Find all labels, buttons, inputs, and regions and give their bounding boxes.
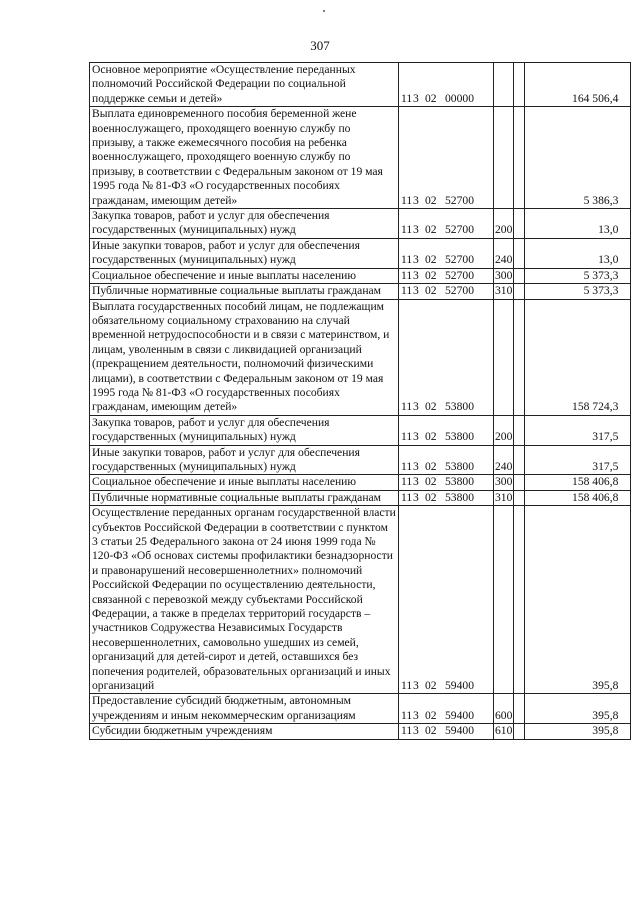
code-3: 02 (425, 223, 437, 237)
row-expense-type: 240 (494, 445, 514, 475)
code-1: 11 (401, 223, 413, 237)
row-codes (399, 299, 494, 415)
row-spacer (514, 490, 525, 505)
code-3: 02 (425, 91, 437, 105)
code-2: 3 (413, 430, 419, 444)
table-row (90, 490, 631, 505)
code-1: 11 (401, 91, 413, 105)
row-name: Иные закупки товаров, работ и услуг для обеспечения государственных (муниципальных) нужд (90, 238, 399, 268)
row-expense-type: 240 (494, 238, 514, 268)
row-codes (399, 445, 494, 475)
code-3: 02 (425, 268, 437, 282)
row-spacer (514, 63, 525, 107)
code-3: 02 (425, 400, 437, 414)
row-name: Предоставление субсидий бюджетным, автономным учреждениям и иным некоммерческим организациям (90, 694, 399, 724)
code-2: 3 (413, 91, 419, 105)
row-sum: 317,5 (525, 445, 631, 475)
page-number: 307 (310, 38, 330, 53)
code-2: 3 (413, 400, 419, 414)
code-4: 59400 (445, 708, 474, 722)
code-1: 11 (401, 490, 413, 504)
code-3: 02 (425, 193, 437, 207)
row-name: Основное мероприятие «Осуществление переданных полномочий Российской Федерации по социальной поддержке семьи и детей» (90, 63, 399, 107)
code-3: 02 (425, 459, 437, 473)
row-name: Выплата единовременного пособия беременной жене военнослужащего, проходящего военную службу по призыву, а также ежемесячного пособия на ребенка военнослужащего, проходящего военную службу по призыву, в соответствии с Федеральным законом от 19 мая 1995 года № 81-ФЗ «О государственных пособиях гражданам, имеющим детей» (90, 107, 399, 209)
row-codes (399, 63, 494, 107)
code-2: 3 (413, 459, 419, 473)
row-expense-type: 610 (495, 724, 513, 738)
row-name: Субсидии бюджетным учреждениям (90, 724, 399, 739)
row-codes (399, 415, 494, 445)
budget-table (89, 62, 631, 740)
table-row (90, 724, 631, 739)
code-3: 02 (425, 475, 437, 489)
row-spacer (514, 475, 525, 490)
row-spacer (514, 694, 525, 724)
code-4: 52700 (445, 253, 474, 267)
row-sum: 13,0 (525, 209, 631, 239)
row-expense-type: 200 (494, 415, 514, 445)
code-1: 11 (401, 679, 413, 693)
code-2: 3 (413, 724, 419, 738)
code-4: 52700 (445, 193, 474, 207)
code-2: 3 (413, 268, 419, 282)
code-3: 02 (425, 708, 437, 722)
row-spacer (514, 415, 525, 445)
code-4: 52700 (445, 268, 474, 282)
table-row (90, 268, 631, 283)
code-3: 02 (425, 430, 437, 444)
table-row (90, 445, 631, 475)
code-3: 02 (425, 284, 437, 298)
row-sum: 317,5 (525, 415, 631, 445)
code-4: 53800 (445, 490, 474, 504)
row-sum: 158 406,8 (525, 490, 631, 505)
row-expense-type: 310 (495, 490, 513, 504)
row-expense-type (494, 506, 514, 694)
code-1: 11 (401, 284, 413, 298)
row-codes (399, 284, 494, 299)
table-row (90, 475, 631, 490)
code-4: 53800 (445, 430, 474, 444)
row-codes (399, 475, 494, 490)
code-1: 11 (401, 253, 413, 267)
row-name: Закупка товаров, работ и услуг для обеспечения государственных (муниципальных) нужд (90, 415, 399, 445)
row-name: Закупка товаров, работ и услуг для обеспечения государственных (муниципальных) нужд (90, 209, 399, 239)
row-codes (399, 694, 494, 724)
row-name: Социальное обеспечение и иные выплаты населению (90, 268, 399, 283)
code-4: 53800 (445, 400, 474, 414)
code-4: 59400 (445, 679, 474, 693)
row-spacer (514, 209, 525, 239)
code-4: 52700 (445, 223, 474, 237)
code-1: 11 (401, 708, 413, 722)
code-2: 3 (413, 253, 419, 267)
row-spacer (514, 284, 525, 299)
row-expense-type: 300 (495, 475, 513, 489)
row-codes (399, 490, 494, 505)
code-1: 11 (401, 430, 413, 444)
row-expense-type: 200 (494, 209, 514, 239)
row-sum: 395,8 (525, 724, 631, 739)
row-spacer (514, 238, 525, 268)
code-2: 3 (413, 475, 419, 489)
table-row (90, 415, 631, 445)
code-1: 11 (401, 268, 413, 282)
code-4: 53800 (445, 459, 474, 473)
row-codes (399, 238, 494, 268)
row-spacer (514, 724, 525, 739)
row-sum: 5 373,3 (525, 268, 631, 283)
row-name: Иные закупки товаров, работ и услуг для обеспечения государственных (муниципальных) нужд (90, 445, 399, 475)
row-spacer (514, 268, 525, 283)
row-name: Публичные нормативные социальные выплаты гражданам (90, 490, 399, 505)
table-row (90, 694, 631, 724)
code-2: 3 (413, 223, 419, 237)
row-codes (399, 506, 494, 694)
row-sum: 158 406,8 (525, 475, 631, 490)
scan-dot (323, 10, 325, 12)
code-1: 11 (401, 193, 413, 207)
row-codes (399, 724, 494, 739)
code-4: 52700 (445, 284, 474, 298)
table-row (90, 63, 631, 107)
row-spacer (514, 445, 525, 475)
row-expense-type: 600 (494, 694, 514, 724)
code-2: 3 (413, 193, 419, 207)
row-codes (399, 268, 494, 283)
code-2: 3 (413, 679, 419, 693)
code-3: 02 (425, 724, 437, 738)
row-spacer (514, 506, 525, 694)
code-3: 02 (425, 490, 437, 504)
code-2: 3 (413, 490, 419, 504)
row-codes (399, 209, 494, 239)
code-1: 11 (401, 724, 413, 738)
row-expense-type: 310 (495, 284, 513, 298)
row-name: Социальное обеспечение и иные выплаты населению (90, 475, 399, 490)
table-row (90, 209, 631, 239)
row-name: Публичные нормативные социальные выплаты гражданам (90, 284, 399, 299)
row-sum: 395,8 (525, 694, 631, 724)
code-2: 3 (413, 708, 419, 722)
row-name: Осуществление переданных органам государственной власти субъектов Российской Федерации в соответствии с пунктом 3 статьи 25 Федерального закона от 24 июня 1999 года № 120-ФЗ «Об основах системы профилактики безнадзорности и правонарушений несовершеннолетних» полномочий Российской Федерации по осуществлению деятельности, связанной с перевозкой между субъектами Российской Федерации, а также в пределах территорий государств – участников Содружества Независимых Государств несовершеннолетних, самовольно ушедших из семей, организаций для детей-сирот и детей, оставшихся без попечения родителей, образовательных организаций и иных организаций (90, 506, 399, 694)
row-codes (399, 107, 494, 209)
row-expense-type (494, 299, 514, 415)
code-1: 11 (401, 459, 413, 473)
row-sum: 395,8 (525, 506, 631, 694)
table-row (90, 107, 631, 209)
code-4: 53800 (445, 475, 474, 489)
code-3: 02 (425, 679, 437, 693)
code-4: 59400 (445, 724, 474, 738)
table-row (90, 506, 631, 694)
table-row (90, 238, 631, 268)
table-row (90, 284, 631, 299)
row-name: Выплата государственных пособий лицам, не подлежащим обязательному социальному страхованию на случай временной нетрудоспособности и в связи с материнством, и лицам, уволенным в связи с ликвидацией организаций (прекращением деятельности, полномочий физическими лицами), в соответствии с Федеральным законом от 19 мая 1995 года № 81-ФЗ «О государственных пособиях гражданам, имеющим детей» (90, 299, 399, 415)
row-expense-type: 300 (495, 268, 513, 282)
row-spacer (514, 107, 525, 209)
table-row (90, 299, 631, 415)
code-3: 02 (425, 253, 437, 267)
row-expense-type (494, 63, 514, 107)
code-1: 11 (401, 400, 413, 414)
row-sum: 5 373,3 (525, 284, 631, 299)
row-expense-type (494, 107, 514, 209)
row-sum: 13,0 (525, 238, 631, 268)
row-sum: 158 724,3 (525, 299, 631, 415)
row-sum: 164 506,4 (525, 63, 631, 107)
code-1: 11 (401, 475, 413, 489)
row-sum: 5 386,3 (525, 107, 631, 209)
row-spacer (514, 299, 525, 415)
code-4: 00000 (445, 91, 474, 105)
code-2: 3 (413, 284, 419, 298)
